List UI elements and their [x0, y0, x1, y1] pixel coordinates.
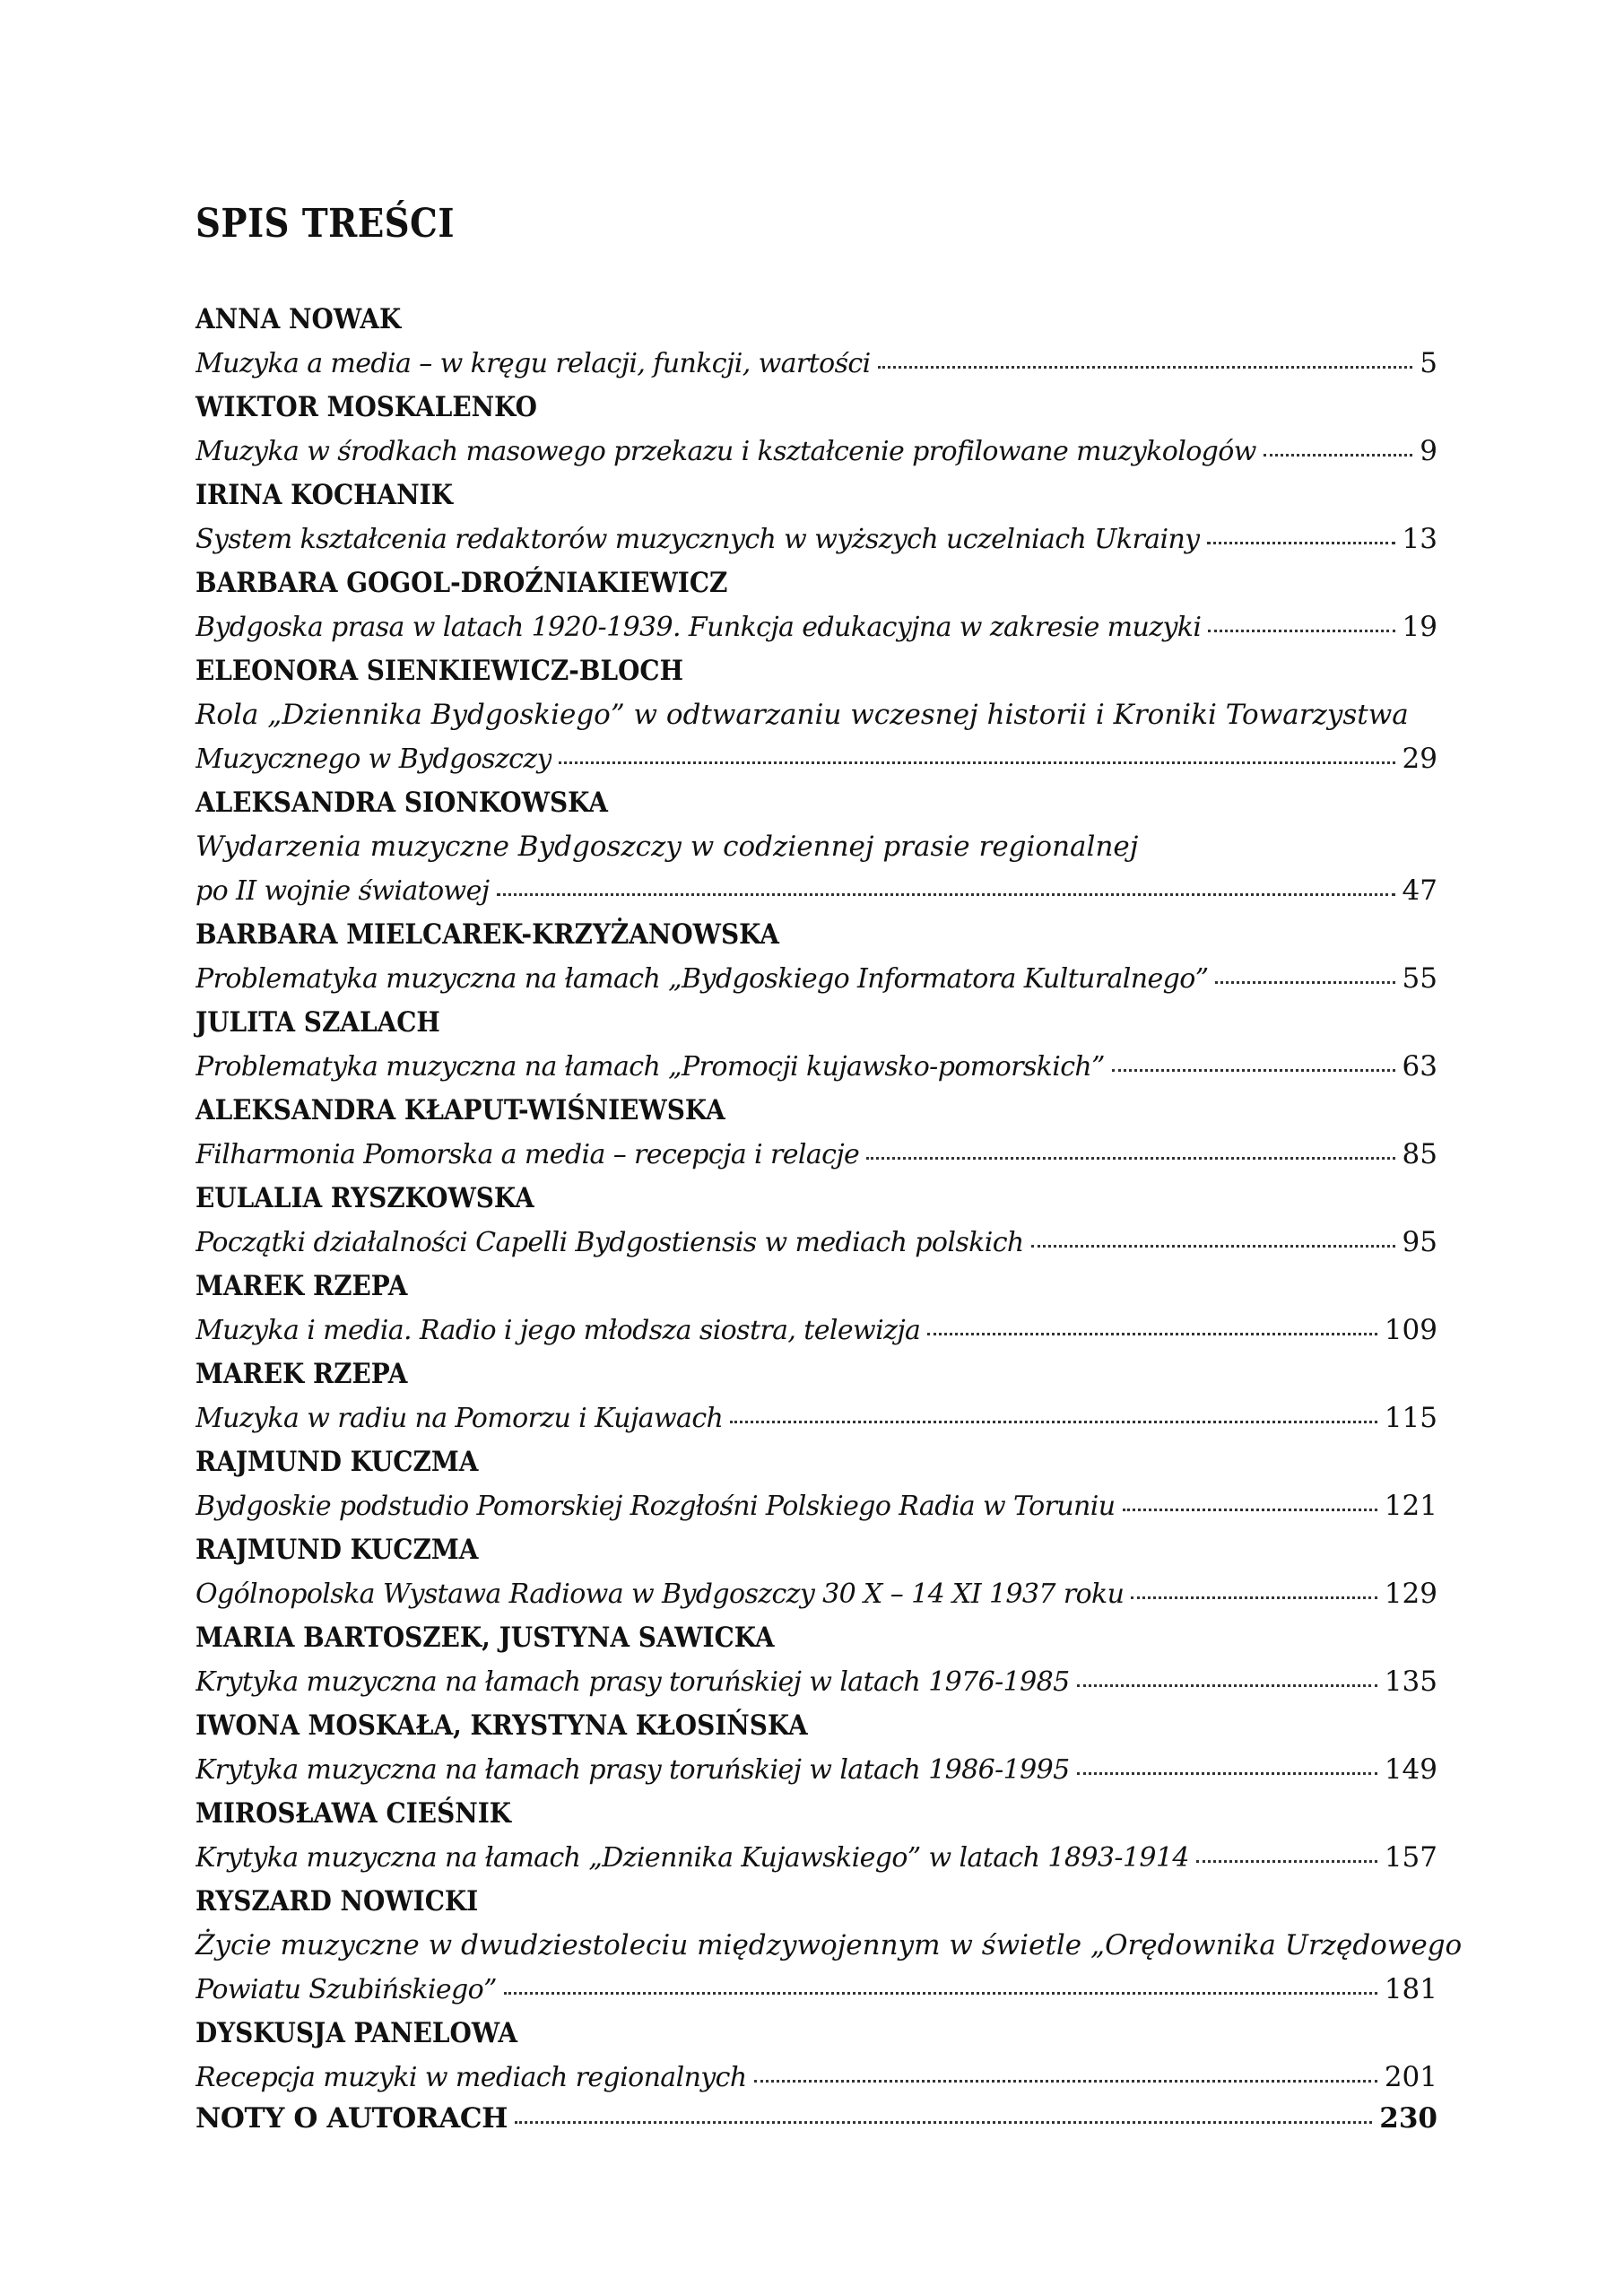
- toc-entry-title-line: Wydarzenia muzyczne Bydgoszczy w codziennej prasie regionalnej: [195, 831, 1139, 863]
- toc-entry-title: [195, 1748, 1437, 1792]
- toc-entry[interactable]: [195, 1616, 1437, 1704]
- toc-entry-title-text: po II wojnie światowej: [195, 875, 490, 907]
- toc-entry[interactable]: [195, 386, 1437, 474]
- dot-leader: [866, 1135, 1394, 1163]
- toc-entry-title: [195, 825, 1437, 913]
- toc-entry-title-text: Filharmonia Pomorska a media – recepcja i relacje: [195, 1139, 860, 1170]
- toc-entry-title: [195, 957, 1437, 1001]
- toc-entry-title: [195, 1309, 1437, 1352]
- toc-entry-title: [195, 430, 1437, 474]
- page-number: 29: [1402, 743, 1437, 775]
- toc-entry[interactable]: [195, 1265, 1437, 1352]
- page-number: 230: [1379, 2102, 1437, 2135]
- toc-entry[interactable]: [195, 1352, 1437, 1440]
- toc-entry-title-text: Krytyka muzyczna na łamach „Dziennika Kujawskiego” w latach 1893-1914: [195, 1842, 1189, 1874]
- toc-entry-author: DYSKUSJA PANELOWA: [195, 2017, 518, 2049]
- toc-entry-author: RAJMUND KUCZMA: [195, 1534, 479, 1566]
- toc-entry-label: NOTY O AUTORACH: [195, 2102, 508, 2135]
- toc-entry-author: BARBARA GOGOL-DROŹNIAKIEWICZ: [195, 567, 728, 599]
- toc-entry-title-last-line: [195, 1836, 1437, 1880]
- toc-entry-title: [195, 1572, 1437, 1616]
- toc-entry-title-last-line: [195, 1133, 1437, 1177]
- toc-entry-title-last-line: [195, 957, 1437, 1001]
- page-number: 5: [1420, 347, 1437, 379]
- toc-entry-title-text: Recepcja muzyki w mediach regionalnych: [195, 2062, 747, 2093]
- page-number: 129: [1384, 1578, 1437, 1610]
- toc-entry-title: [195, 517, 1437, 561]
- toc-entry-title-last-line: [195, 1968, 1437, 2012]
- toc-entry-title-last-line: [195, 430, 1437, 474]
- toc-entry-author: WIKTOR MOSKALENKO: [195, 391, 537, 423]
- toc-entry-title-text: Muzyka w radiu na Pomorzu i Kujawach: [195, 1403, 724, 1434]
- toc-entry-title-last-line: [195, 1221, 1437, 1265]
- toc-entry-title: [195, 1660, 1437, 1704]
- toc-entry-title-last-line: [195, 342, 1437, 386]
- page-number: 115: [1384, 1402, 1437, 1434]
- toc-entry-title-text: Krytyka muzyczna na łamach prasy toruńskiej w latach 1976-1985: [195, 1666, 1070, 1698]
- toc-entry-title-last-line: [195, 1484, 1437, 1528]
- toc-entry-author: MAREK RZEPA: [195, 1270, 408, 1302]
- toc-entry-title-last-line: [195, 1572, 1437, 1616]
- toc-entry-title-last-line: [195, 605, 1437, 649]
- page-number: 19: [1402, 611, 1437, 643]
- toc-entry-title: [195, 693, 1437, 781]
- toc-entry[interactable]: [195, 298, 1437, 386]
- toc-entry-title: [195, 342, 1437, 386]
- toc-entry-author: EULALIA RYSZKOWSKA: [195, 1182, 534, 1214]
- toc-entry-title-text: Ogólnopolska Wystawa Radiowa w Bydgoszczy 30 X – 14 XI 1937 roku: [195, 1578, 1125, 1610]
- toc-entry-author: JULITA SZALACH: [195, 1006, 440, 1039]
- page-number: 63: [1402, 1050, 1437, 1083]
- page-number: 85: [1402, 1138, 1437, 1170]
- toc-entry-title: [195, 605, 1437, 649]
- page-title: SPIS TREŚCI: [195, 201, 455, 247]
- dot-leader: [515, 2100, 1372, 2127]
- toc-entry-title-text: Powiatu Szubińskiego”: [195, 1974, 497, 2005]
- page-number: 201: [1384, 2061, 1437, 2093]
- toc-entry-author: MIROSŁAWA CIEŚNIK: [195, 1797, 512, 1830]
- dot-leader: [1208, 608, 1394, 636]
- toc-entry-title-line: Rola „Dziennika Bydgoskiego” w odtwarzaniu wczesnej historii i Kroniki Towarzystwa: [195, 699, 1409, 731]
- toc-entry-title: [195, 1221, 1437, 1265]
- toc-entry-author: RAJMUND KUCZMA: [195, 1446, 479, 1478]
- toc-entry-title-text: System kształcenia redaktorów muzycznych w wyższych uczelniach Ukrainy: [195, 524, 1200, 555]
- dot-leader: [1207, 520, 1395, 548]
- toc-entry[interactable]: [195, 781, 1437, 913]
- toc-entry[interactable]: [195, 561, 1437, 649]
- dot-leader: [1123, 1487, 1377, 1515]
- toc-entry-title-text: Krytyka muzyczna na łamach prasy toruńskiej w latach 1986-1995: [195, 1754, 1070, 1786]
- toc-entry[interactable]: [195, 474, 1437, 561]
- page-number: 135: [1384, 1665, 1437, 1698]
- toc-entry-title: [195, 2056, 1437, 2100]
- toc-entry[interactable]: [195, 1528, 1437, 1616]
- page-number: 157: [1384, 1841, 1437, 1874]
- toc-entry-notes-about-authors[interactable]: [195, 2100, 1437, 2135]
- toc-entry-title: [195, 1045, 1437, 1089]
- toc-entry-title-text: Muzycznego w Bydgoszczy: [195, 744, 551, 775]
- toc-entry[interactable]: [195, 1001, 1437, 1089]
- toc-entry-title-text: Problematyka muzyczna na łamach „Promocji kujawsko-pomorskich”: [195, 1051, 1105, 1083]
- toc-entry-title: [195, 1836, 1437, 1880]
- toc-entry-title-last-line: [195, 1748, 1437, 1792]
- dot-leader: [927, 1311, 1377, 1339]
- toc-entry[interactable]: [195, 649, 1437, 781]
- page-number: 121: [1384, 1490, 1437, 1522]
- dot-leader: [1196, 1839, 1377, 1866]
- dot-leader: [754, 2058, 1377, 2086]
- toc-entry-title-last-line: [195, 869, 1437, 913]
- toc-entry-title-text: Początki działalności Capelli Bydgostiensis w mediach polskich: [195, 1227, 1024, 1258]
- page-number: 109: [1384, 1314, 1437, 1346]
- toc-entry-title: [195, 1484, 1437, 1528]
- page-number: 55: [1402, 962, 1437, 995]
- page-number: 181: [1384, 1973, 1437, 2005]
- toc-entry-author: RYSZARD NOWICKI: [195, 1885, 479, 1918]
- toc-entry-title-text: Muzyka i media. Radio i jego młodsza siostra, telewizja: [195, 1315, 921, 1346]
- page-number: 95: [1402, 1226, 1437, 1258]
- toc-entry-author: MAREK RZEPA: [195, 1358, 408, 1390]
- toc-entry-author: IWONA MOSKAŁA, KRYSTYNA KŁOSIŃSKA: [195, 1709, 808, 1742]
- page-number: 47: [1402, 874, 1437, 907]
- toc-entry-title-text: Muzyka w środkach masowego przekazu i kształcenie profilowane muzykologów: [195, 436, 1256, 467]
- toc-entry-title-text: Muzyka a media – w kręgu relacji, funkcji, wartości: [195, 348, 871, 379]
- toc-entry-author: IRINA KOCHANIK: [195, 479, 453, 511]
- toc-entry-title-last-line: [195, 1309, 1437, 1352]
- toc-entry-title-text: Bydgoska prasa w latach 1920-1939. Funkcja edukacyjna w zakresie muzyki: [195, 612, 1202, 643]
- dot-leader: [1131, 1575, 1376, 1603]
- table-of-contents: [195, 199, 1463, 2135]
- toc-entry-title-last-line: [195, 737, 1437, 781]
- toc-entry[interactable]: [195, 2012, 1437, 2100]
- toc-entry-author: BARBARA MIELCAREK-KRZYŻANOWSKA: [195, 918, 779, 951]
- dot-leader: [878, 344, 1413, 372]
- toc-entries: [195, 298, 1463, 2100]
- toc-entry-title-last-line: [195, 1396, 1437, 1440]
- toc-entry-title-last-line: [195, 1045, 1437, 1089]
- toc-entry-title: [195, 1396, 1437, 1440]
- toc-entry-title: [195, 1133, 1437, 1177]
- dot-leader: [1077, 1751, 1377, 1779]
- toc-entry-author: ALEKSANDRA KŁAPUT-WIŚNIEWSKA: [195, 1094, 725, 1126]
- toc-entry[interactable]: [195, 1177, 1437, 1265]
- toc-entry-title-last-line: [195, 2056, 1437, 2100]
- toc-entry-author: ELEONORA SIENKIEWICZ-BLOCH: [195, 655, 683, 687]
- toc-entry[interactable]: [195, 1704, 1437, 1792]
- toc-entry[interactable]: [195, 1792, 1437, 1880]
- toc-entry-author: ANNA NOWAK: [195, 303, 402, 335]
- dot-leader: [1264, 432, 1412, 460]
- dot-leader: [730, 1399, 1377, 1427]
- page-number: 13: [1402, 523, 1437, 555]
- dot-leader: [1215, 960, 1394, 987]
- page-number: 149: [1384, 1753, 1437, 1786]
- dot-leader: [1112, 1048, 1395, 1075]
- toc-entry-title-last-line: [195, 1660, 1437, 1704]
- toc-entry-title-line: Życie muzyczne w dwudziestoleciu międzywojennym w świetle „Orędownika Urzędowego: [195, 1929, 1463, 1961]
- toc-entry-title-text: Problematyka muzyczna na łamach „Bydgoskiego Informatora Kulturalnego”: [195, 963, 1209, 995]
- toc-entry[interactable]: [195, 1089, 1437, 1177]
- toc-entry-title-text: Bydgoskie podstudio Pomorskiej Rozgłośni Polskiego Radia w Toruniu: [195, 1491, 1116, 1522]
- dot-leader: [1077, 1663, 1377, 1691]
- dot-leader: [1031, 1223, 1395, 1251]
- dot-leader: [497, 872, 1395, 900]
- page-number: 9: [1420, 435, 1437, 467]
- toc-entry[interactable]: [195, 913, 1437, 1001]
- toc-entry-author: MARIA BARTOSZEK, JUSTYNA SAWICKA: [195, 1622, 775, 1654]
- toc-entry-title-last-line: [195, 517, 1437, 561]
- dot-leader: [559, 740, 1395, 768]
- toc-entry-title: [195, 1924, 1463, 2012]
- toc-entry-author: ALEKSANDRA SIONKOWSKA: [195, 787, 608, 819]
- dot-leader: [504, 1970, 1377, 1998]
- toc-entry[interactable]: [195, 1880, 1463, 2012]
- toc-entry[interactable]: [195, 1440, 1437, 1528]
